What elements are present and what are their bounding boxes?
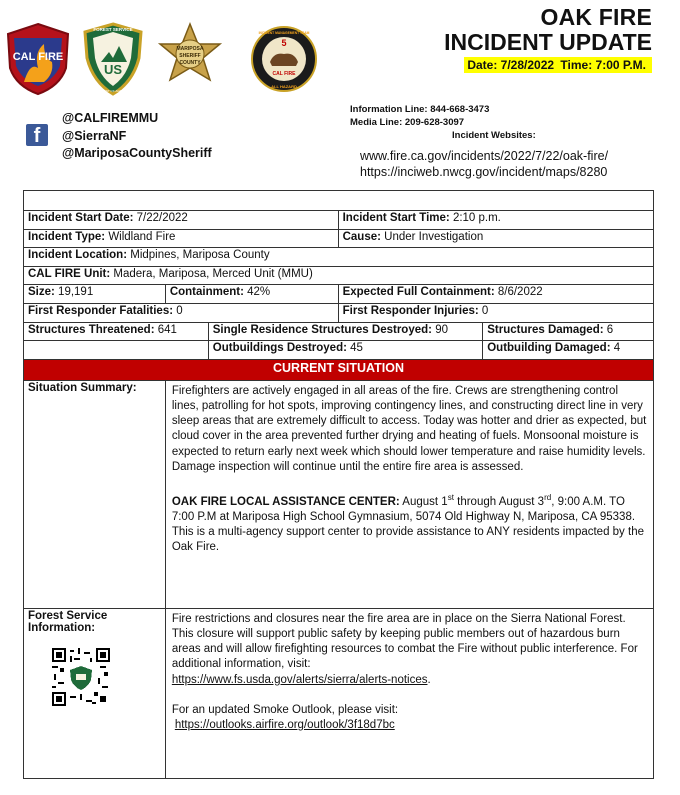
start-time-cell: Incident Start Time: 2:10 p.m.: [338, 211, 653, 230]
imt5-patch: [250, 22, 318, 96]
situation-summary-label: Situation Summary:: [24, 380, 166, 608]
svg-text:CAL FIRE: CAL FIRE: [272, 71, 296, 77]
single-res-destroyed-cell: Single Residence Structures Destroyed: 90: [208, 322, 482, 341]
websites-heading: Incident Websites:: [452, 130, 536, 141]
social-handles: [62, 110, 212, 163]
page-title-line1: OAK FIRE: [540, 4, 652, 30]
outbuilding-damaged-cell: Outbuilding Damaged: 4: [483, 341, 654, 360]
threatened-cell: Structures Threatened: 641: [24, 322, 209, 341]
forest-service-label-cell: [24, 608, 166, 778]
calfire-unit-cell: CAL FIRE Unit: Madera, Mariposa, Merced Unit (MMU): [24, 266, 654, 285]
spacer-row: [24, 191, 654, 211]
qr-code-icon[interactable]: [52, 648, 110, 706]
full-containment-cell: Expected Full Containment: 8/6/2022: [338, 285, 653, 304]
mariposa-sheriff-badge: [156, 22, 224, 96]
situation-summary-body: [165, 380, 653, 608]
injuries-cell: First Responder Injuries: 0: [338, 303, 653, 322]
page-title-line2: INCIDENT UPDATE: [444, 29, 652, 55]
svg-text:US: US: [103, 62, 123, 77]
smoke-outlook-text: For an updated Smoke Outlook, please visit:: [171, 703, 399, 716]
containment-cell: Containment: 42%: [165, 285, 338, 304]
svg-text:ALL HAZARD: ALL HAZARD: [271, 84, 297, 89]
start-date-cell: Incident Start Date: 7/22/2022: [24, 211, 339, 230]
info-line: Information Line: 844-668-3473: [350, 104, 490, 115]
website-link[interactable]: https://inciweb.nwcg.gov/incident/maps/8280: [360, 165, 608, 179]
svg-text:CAL FIRE: CAL FIRE: [12, 51, 64, 63]
situation-summary-text: Firefighters are actively engaged in all areas of the fire. Crews are strengthening control lines, patrolling for hot spots, improving contingency lines, and constructing direct line in very sleep areas that are extremely difficult to access. Today was hotter and drier as expected, but cloud cover in the area prevented further drying and heating of fuels. Monsoonal moisture is expected to return early next week which should lower temperature and raise humidity levels. Damage inspection will continue until the entire fire area is assessed.: [171, 384, 647, 473]
time-label: Time: 7:00 P.M.: [560, 58, 646, 72]
svg-text:FOREST SERVICE: FOREST SERVICE: [93, 27, 133, 32]
size-cell: Size: 19,191: [24, 285, 166, 304]
svg-text:5: 5: [281, 38, 287, 48]
social-handle[interactable]: @SierraNF: [62, 128, 127, 143]
incident-websites: [360, 148, 608, 180]
incident-type-cell: Incident Type: Wildland Fire: [24, 229, 339, 248]
date-label: Date: 7/28/2022: [467, 58, 555, 72]
svg-text:MARIPOSA: MARIPOSA: [176, 46, 204, 52]
fatalities-cell: First Responder Fatalities: 0: [24, 303, 339, 322]
incident-table: [23, 190, 654, 779]
social-handle[interactable]: @MariposaCountySheriff: [62, 146, 212, 160]
current-situation-header: CURRENT SITUATION: [24, 359, 654, 380]
forest-service-label: Forest Service Information:: [28, 609, 108, 634]
structures-damaged-cell: Structures Damaged: 6: [483, 322, 654, 341]
cause-cell: Cause: Under Investigation: [338, 229, 653, 248]
contact-info: [350, 103, 536, 142]
assistance-center-text: OAK FIRE LOCAL ASSISTANCE CENTER: August 1st through August 3rd, 9:00 A.M. TO 7:00 P.M at Mariposa High School Gymnasium, 5074 Old Highway N, Mariposa, CA 95338. This is a multi-agency support center to provide assistance to ANY residents impacted by the Oak Fire.: [171, 492, 644, 554]
alerts-notices-link[interactable]: https://www.fs.usda.gov/alerts/sierra/alerts-notices: [171, 673, 428, 686]
svg-text:INCIDENT MANAGEMENT TEAM: INCIDENT MANAGEMENT TEAM: [258, 31, 310, 35]
media-line: Media Line: 209-628-3097: [350, 117, 465, 128]
facebook-icon: f: [26, 124, 48, 146]
forest-service-body: [165, 608, 653, 778]
social-handle[interactable]: @CALFIREMMU: [62, 111, 159, 125]
empty-cell: [24, 341, 209, 360]
usfs-logo: [79, 22, 147, 96]
calfire-logo: [4, 22, 72, 96]
svg-text:SHERIFF: SHERIFF: [179, 53, 201, 59]
website-link[interactable]: www.fire.ca.gov/incidents/2022/7/22/oak-fire/: [360, 149, 609, 163]
smoke-outlook-link[interactable]: https://outlooks.airfire.org/outlook/3f18d7bc: [174, 718, 395, 731]
location-cell: Incident Location: Midpines, Mariposa County: [24, 248, 654, 267]
svg-text:COUNTY: COUNTY: [179, 60, 201, 66]
svg-text:DEPARTMENT OF AGRICULTURE: DEPARTMENT OF AGRICULTURE: [89, 89, 137, 93]
outbuildings-destroyed-cell: Outbuildings Destroyed: 45: [208, 341, 482, 360]
date-time-banner: [464, 57, 652, 73]
forest-service-text: Fire restrictions and closures near the fire area are in place on the Sierra National Forest. This closure will support public safety by keeping public members out of hazardous burn areas and will allow firefighting resources to combat the Fire without public interference. For additional information, visit: https://www.fs.usda.gov/alerts/sierra/alerts-notices.: [171, 612, 638, 686]
